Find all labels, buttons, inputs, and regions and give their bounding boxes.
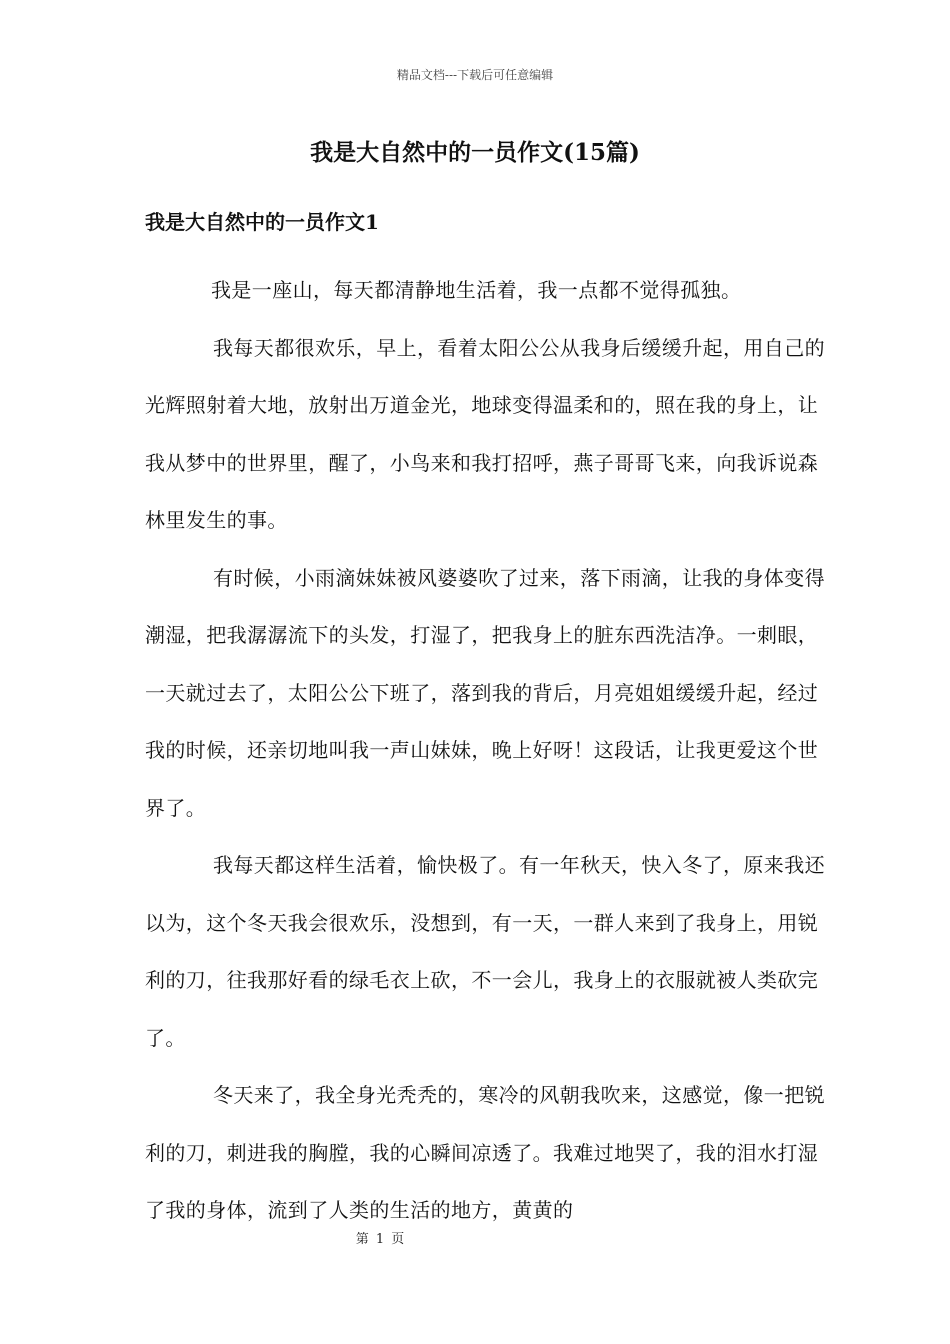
- body-text: [145, 262, 825, 1240]
- page-number: 第 1 页: [355, 1232, 405, 1247]
- paragraph: 我每天都这样生活着，愉快极了。有一年秋天，快入冬了，原来我还以为，这个冬天我会很欢乐，没想到，有一天，一群人来到了我身上，用锐利的刀，往我那好看的绿毛衣上砍，不一会儿，我身上的衣服就被人类砍完了。: [145, 853, 825, 1050]
- document-title: 我是大自然中的一员作文(15篇): [310, 139, 640, 166]
- paragraph: 冬天来了，我全身光秃秃的，寒冷的风朝我吹来，这感觉，像一把锐利的刀，刺进我的胸膛，我的心瞬间凉透了。我难过地哭了，我的泪水打湿了我的身体，流到了人类的生活的地方，黄黄的: [145, 1083, 825, 1222]
- paragraph: 我每天都很欢乐，早上，看着太阳公公从我身后缓缓升起，用自己的光辉照射着大地，放射出万道金光，地球变得温柔和的，照在我的身上，让我从梦中的世界里，醒了，小鸟来和我打招呼，燕子哥哥飞来，向我诉说森林里发生的事。: [145, 335, 825, 532]
- paragraph: 有时候，小雨滴妹妹被风婆婆吹了过来，落下雨滴，让我的身体变得潮湿，把我潺潺流下的头发，打湿了，把我身上的脏东西洗洁净。一刺眼，一天就过去了，太阳公公下班了，落到我的背后，月亮姐姐缓缓升起，经过我的时候，还亲切地叫我一声山妹妹，晚上好呀！这段话，让我更爱这个世界了。: [145, 565, 825, 820]
- section-heading: 我是大自然中的一员作文1: [145, 210, 379, 234]
- paragraph: 我是一座山，每天都清静地生活着，我一点都不觉得孤独。: [211, 278, 742, 302]
- header-note: 精品文档---下载后可任意编辑: [396, 68, 554, 82]
